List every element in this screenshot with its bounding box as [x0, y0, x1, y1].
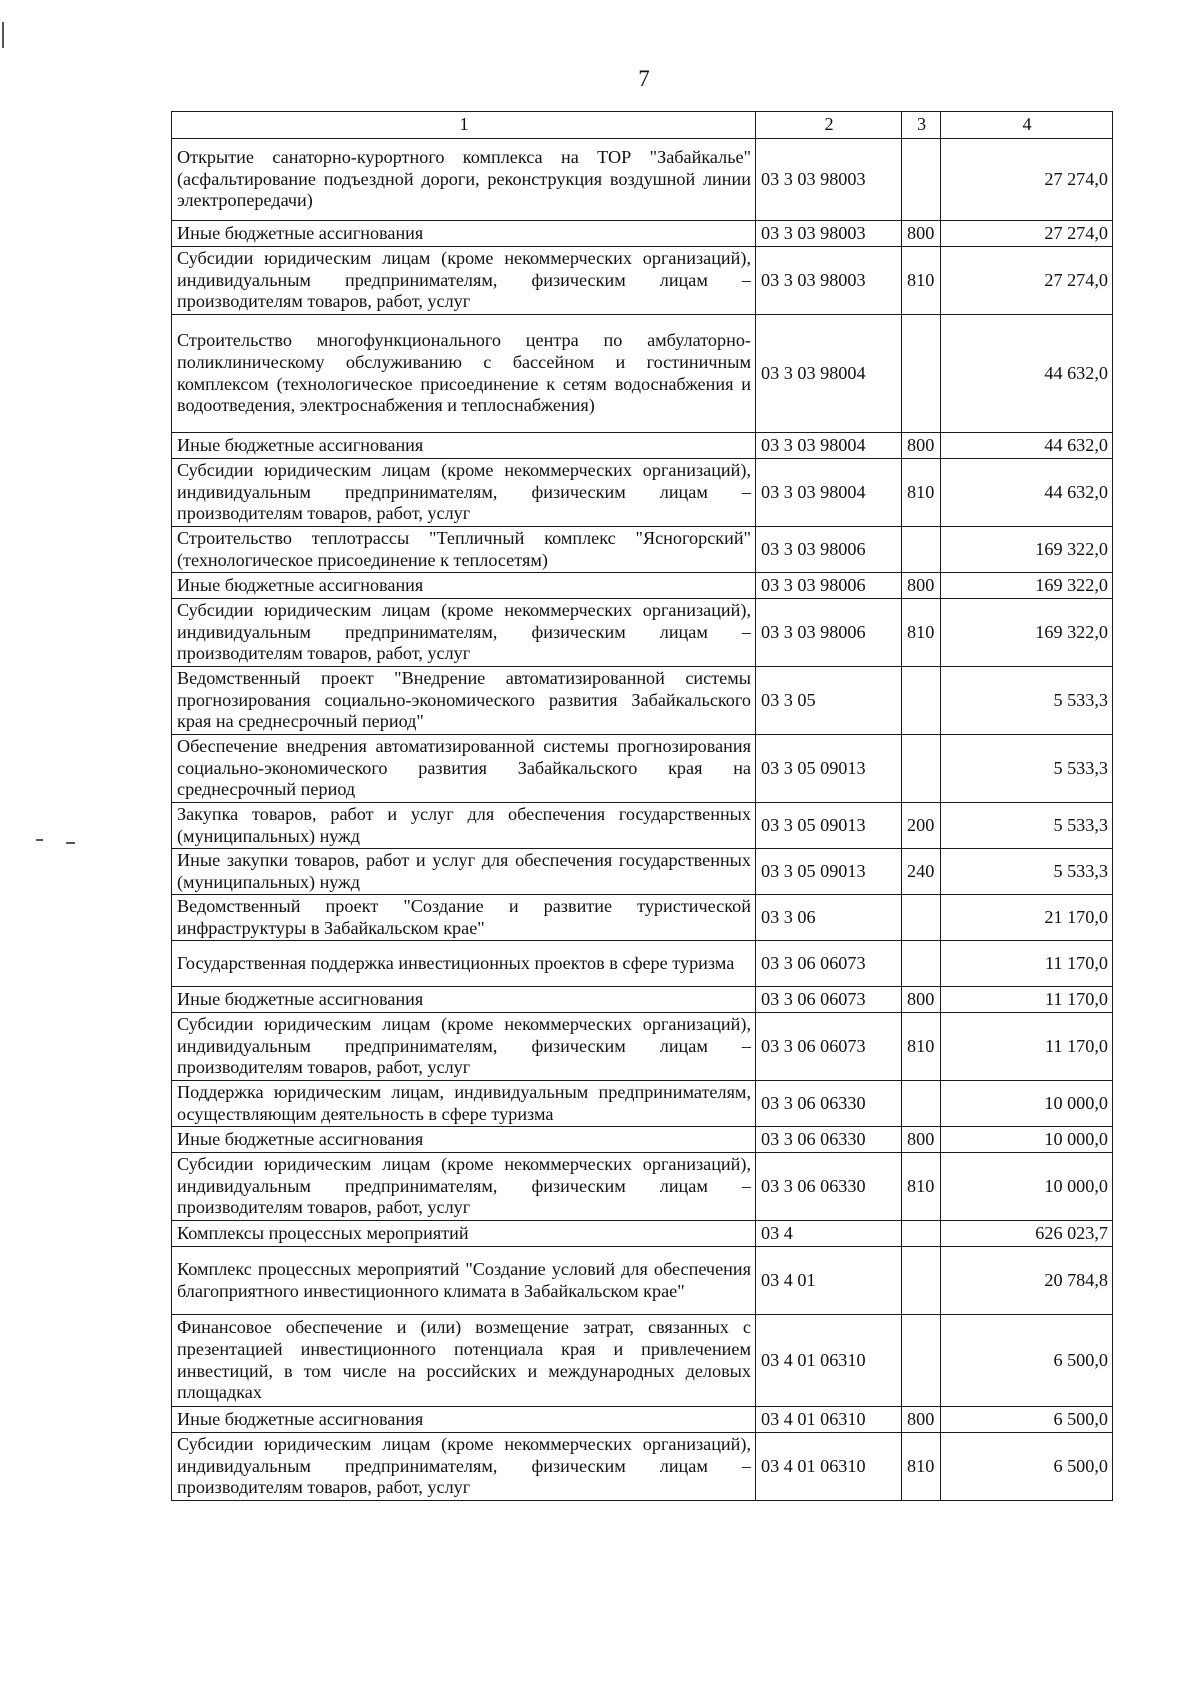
- row-expense-type-cell: 810: [902, 459, 941, 527]
- row-amount-cell: 44 632,0: [941, 459, 1113, 527]
- row-name-cell: Строительство многофункционального центра по амбулаторно-поликлиническому обслуживанию с бассейном и гостиничным комплексом (технологическое присоединение к сетям водоснабжения и водоотведения, электроснабжения и теплоснабжения): [172, 315, 756, 433]
- row-name-cell: Ведомственный проект "Создание и развитие туристической инфраструктуры в Забайкальском крае": [172, 895, 756, 941]
- row-expense-type-cell: 800: [902, 1127, 941, 1153]
- row-expense-type-cell: [902, 1081, 941, 1127]
- row-name-cell: Государственная поддержка инвестиционных проектов в сфере туризма: [172, 941, 756, 987]
- row-expense-type-cell: 810: [902, 1013, 941, 1081]
- row-code-cell: 03 3 03 98004: [756, 433, 902, 459]
- table-row: [172, 1013, 1113, 1081]
- row-code-cell: 03 3 03 98003: [756, 221, 902, 247]
- row-name-cell: Иные бюджетные ассигнования: [172, 221, 756, 247]
- row-expense-type-cell: 200: [902, 803, 941, 849]
- row-expense-type-cell: 800: [902, 573, 941, 599]
- row-code-cell: 03 4 01: [756, 1247, 902, 1315]
- row-name-cell: Открытие санаторно-курортного комплекса на ТОР "Забайкалье" (асфальтирование подъездной дороги, реконструкция воздушной линии электропередачи): [172, 139, 756, 221]
- row-name-cell: Финансовое обеспечение и (или) возмещение затрат, связанных с презентацией инвестиционного потенциала края и привлечением инвестиций, в том числе на российских и международных деловых площадках: [172, 1315, 756, 1407]
- row-amount-cell: 10 000,0: [941, 1153, 1113, 1221]
- row-name-cell: Иные бюджетные ассигнования: [172, 1407, 756, 1433]
- row-expense-type-cell: [902, 1247, 941, 1315]
- row-code-cell: 03 3 03 98006: [756, 527, 902, 573]
- row-amount-cell: 44 632,0: [941, 433, 1113, 459]
- row-expense-type-cell: 810: [902, 599, 941, 667]
- row-amount-cell: 5 533,3: [941, 849, 1113, 895]
- row-expense-type-cell: 800: [902, 987, 941, 1013]
- row-name-cell: Иные закупки товаров, работ и услуг для обеспечения государственных (муниципальных) нужд: [172, 849, 756, 895]
- row-code-cell: 03 3 06 06330: [756, 1153, 902, 1221]
- row-code-cell: 03 4: [756, 1221, 902, 1247]
- row-amount-cell: 11 170,0: [941, 1013, 1113, 1081]
- row-amount-cell: 5 533,3: [941, 667, 1113, 735]
- table-row: [172, 139, 1113, 221]
- table-row: [172, 599, 1113, 667]
- row-code-cell: 03 3 05 09013: [756, 735, 902, 803]
- row-code-cell: 03 3 06 06073: [756, 1013, 902, 1081]
- row-expense-type-cell: [902, 1221, 941, 1247]
- row-expense-type-cell: [902, 667, 941, 735]
- row-code-cell: 03 3 06 06330: [756, 1081, 902, 1127]
- row-name-cell: Обеспечение внедрения автоматизированной системы прогнозирования социально-экономического развития Забайкальского края на среднесрочный период: [172, 735, 756, 803]
- row-name-cell: Иные бюджетные ассигнования: [172, 573, 756, 599]
- column-header-2: 2: [756, 112, 902, 139]
- row-code-cell: 03 3 06 06330: [756, 1127, 902, 1153]
- row-amount-cell: 5 533,3: [941, 803, 1113, 849]
- row-code-cell: 03 3 03 98006: [756, 599, 902, 667]
- row-amount-cell: 626 023,7: [941, 1221, 1113, 1247]
- table-row: [172, 941, 1113, 987]
- row-expense-type-cell: [902, 1315, 941, 1407]
- row-amount-cell: 27 274,0: [941, 139, 1113, 221]
- row-amount-cell: 21 170,0: [941, 895, 1113, 941]
- row-amount-cell: 27 274,0: [941, 221, 1113, 247]
- row-amount-cell: 10 000,0: [941, 1081, 1113, 1127]
- row-name-cell: Строительство теплотрассы "Тепличный комплекс "Ясногорский" (технологическое присоединение к теплосетям): [172, 527, 756, 573]
- row-code-cell: 03 4 01 06310: [756, 1315, 902, 1407]
- row-amount-cell: 5 533,3: [941, 735, 1113, 803]
- row-name-cell: Комплекс процессных мероприятий "Создание условий для обеспечения благоприятного инвестиционного климата в Забайкальском крае": [172, 1247, 756, 1315]
- row-code-cell: 03 3 05: [756, 667, 902, 735]
- row-expense-type-cell: [902, 735, 941, 803]
- row-expense-type-cell: [902, 315, 941, 433]
- row-code-cell: 03 3 03 98003: [756, 139, 902, 221]
- row-code-cell: 03 3 05 09013: [756, 849, 902, 895]
- row-amount-cell: 10 000,0: [941, 1127, 1113, 1153]
- row-amount-cell: 44 632,0: [941, 315, 1113, 433]
- page-number: 7: [638, 66, 650, 91]
- row-expense-type-cell: 810: [902, 1153, 941, 1221]
- row-code-cell: 03 4 01 06310: [756, 1433, 902, 1501]
- table-row: [172, 1153, 1113, 1221]
- row-code-cell: 03 3 03 98004: [756, 315, 902, 433]
- row-amount-cell: 27 274,0: [941, 247, 1113, 315]
- table-row: [172, 315, 1113, 433]
- table-body: [172, 139, 1113, 1501]
- row-name-cell: Закупка товаров, работ и услуг для обеспечения государственных (муниципальных) нужд: [172, 803, 756, 849]
- row-code-cell: 03 3 03 98006: [756, 573, 902, 599]
- table-row: [172, 895, 1113, 941]
- row-name-cell: Субсидии юридическим лицам (кроме некоммерческих организаций), индивидуальным предпринимателям, физическим лицам – производителям товаров, работ, услуг: [172, 599, 756, 667]
- table-row: [172, 735, 1113, 803]
- table-row: [172, 1315, 1113, 1407]
- row-code-cell: 03 4 01 06310: [756, 1407, 902, 1433]
- row-name-cell: Иные бюджетные ассигнования: [172, 433, 756, 459]
- table-row: [172, 247, 1113, 315]
- table-row: [172, 1127, 1113, 1153]
- row-amount-cell: 169 322,0: [941, 573, 1113, 599]
- column-header-4: 4: [941, 112, 1113, 139]
- table-row: [172, 987, 1113, 1013]
- row-code-cell: 03 3 06 06073: [756, 941, 902, 987]
- row-name-cell: Иные бюджетные ассигнования: [172, 1127, 756, 1153]
- row-name-cell: Иные бюджетные ассигнования: [172, 987, 756, 1013]
- row-expense-type-cell: 800: [902, 433, 941, 459]
- table-row: [172, 527, 1113, 573]
- table-row: [172, 803, 1113, 849]
- row-expense-type-cell: 800: [902, 1407, 941, 1433]
- scan-artifact: [66, 842, 75, 844]
- row-name-cell: Субсидии юридическим лицам (кроме некоммерческих организаций), индивидуальным предпринимателям, физическим лицам – производителям товаров, работ, услуг: [172, 1153, 756, 1221]
- row-code-cell: 03 3 06 06073: [756, 987, 902, 1013]
- budget-table: [171, 111, 1113, 1501]
- row-amount-cell: 6 500,0: [941, 1407, 1113, 1433]
- row-expense-type-cell: [902, 527, 941, 573]
- row-code-cell: 03 3 03 98003: [756, 247, 902, 315]
- table-row: [172, 849, 1113, 895]
- table-row: [172, 433, 1113, 459]
- table-row: [172, 667, 1113, 735]
- row-expense-type-cell: 810: [902, 1433, 941, 1501]
- row-name-cell: Субсидии юридическим лицам (кроме некоммерческих организаций), индивидуальным предпринимателям, физическим лицам – производителям товаров, работ, услуг: [172, 247, 756, 315]
- row-code-cell: 03 3 05 09013: [756, 803, 902, 849]
- scan-artifact: [2, 22, 4, 48]
- row-name-cell: Субсидии юридическим лицам (кроме некоммерческих организаций), индивидуальным предпринимателям, физическим лицам – производителям товаров, работ, услуг: [172, 1433, 756, 1501]
- table-row: [172, 1433, 1113, 1501]
- row-name-cell: Ведомственный проект "Внедрение автоматизированной системы прогнозирования социально-экономического развития Забайкальского края на среднесрочный период": [172, 667, 756, 735]
- row-name-cell: Субсидии юридическим лицам (кроме некоммерческих организаций), индивидуальным предпринимателям, физическим лицам – производителям товаров, работ, услуг: [172, 1013, 756, 1081]
- table-row: [172, 1221, 1113, 1247]
- row-amount-cell: 11 170,0: [941, 987, 1113, 1013]
- table-row: [172, 221, 1113, 247]
- row-expense-type-cell: 800: [902, 221, 941, 247]
- row-amount-cell: 6 500,0: [941, 1315, 1113, 1407]
- table-row: [172, 1247, 1113, 1315]
- row-amount-cell: 11 170,0: [941, 941, 1113, 987]
- table-row: [172, 573, 1113, 599]
- header-row: [172, 112, 1113, 139]
- table-row: [172, 459, 1113, 527]
- row-expense-type-cell: 810: [902, 247, 941, 315]
- row-amount-cell: 20 784,8: [941, 1247, 1113, 1315]
- column-header-1: 1: [172, 112, 756, 139]
- row-name-cell: Комплексы процессных мероприятий: [172, 1221, 756, 1247]
- table-row: [172, 1081, 1113, 1127]
- row-amount-cell: 6 500,0: [941, 1433, 1113, 1501]
- column-header-3: 3: [902, 112, 941, 139]
- row-code-cell: 03 3 06: [756, 895, 902, 941]
- row-amount-cell: 169 322,0: [941, 599, 1113, 667]
- row-expense-type-cell: [902, 895, 941, 941]
- row-expense-type-cell: 240: [902, 849, 941, 895]
- row-expense-type-cell: [902, 941, 941, 987]
- table-row: [172, 1407, 1113, 1433]
- row-name-cell: Субсидии юридическим лицам (кроме некоммерческих организаций), индивидуальным предпринимателям, физическим лицам – производителям товаров, работ, услуг: [172, 459, 756, 527]
- row-code-cell: 03 3 03 98004: [756, 459, 902, 527]
- row-name-cell: Поддержка юридическим лицам, индивидуальным предпринимателям, осуществляющим деятельность в сфере туризма: [172, 1081, 756, 1127]
- row-amount-cell: 169 322,0: [941, 527, 1113, 573]
- scan-artifact: [36, 839, 43, 841]
- row-expense-type-cell: [902, 139, 941, 221]
